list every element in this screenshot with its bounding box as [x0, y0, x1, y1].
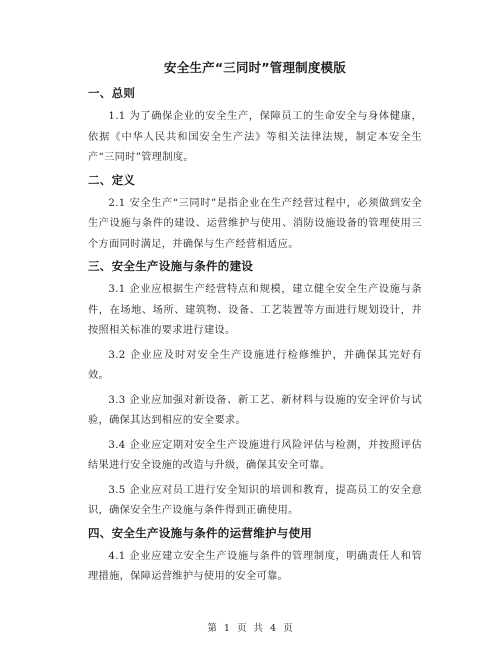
section-heading: 二、定义 — [88, 172, 136, 187]
page-number: 第 1 页 共 4 页 — [207, 623, 295, 634]
section-heading: 四、安全生产设施与条件的运营维护与使用 — [88, 525, 313, 540]
paragraph: 1.1 为了确保企业的安全生产，保障员工的生命安全与身体健康，依据《中华人民共和国安全生产法》等相关法律法规，制定本安全生产“三同时”管理制度。 — [88, 111, 422, 163]
page-footer — [0, 620, 502, 634]
section-definition — [88, 173, 422, 256]
section-construction — [88, 259, 422, 522]
paragraph: 3.5 企业应对员工进行安全知识的培训和教育，提高员工的安全意识，确保安全生产设施与条件得到正确使用。 — [88, 484, 422, 516]
paragraph: 3.2 企业应及时对安全生产设施进行检修维护，并确保其完好有效。 — [88, 349, 422, 381]
paragraph: 2.1 安全生产“三同时”是指企业在生产经营过程中，必须做到安全生产设施与条件的建设、运营维护与使用、消防设施设备的管理使用三个方面同时满足，并确保与生产经营相适应。 — [88, 197, 422, 250]
document-body — [88, 60, 422, 592]
paragraph: 4.1 企业应建立安全生产设施与条件的管理制度，明确责任人和管理措施，保障运营维护与使用的安全可靠。 — [88, 550, 422, 582]
section-general — [88, 86, 422, 169]
document-title: 安全生产“三同时”管理制度模版 — [164, 60, 346, 75]
paragraph: 3.3 企业应加强对新设备、新工艺、新材料与设施的安全评价与试验，确保其达到相应的安全要求。 — [88, 394, 422, 426]
section-heading: 一、总则 — [88, 86, 136, 100]
paragraph: 3.1 企业应根据生产经营特点和规模，建立健全安全生产设施与条件，在场地、场所、建筑物、设备、工艺装置等方面进行规划设计，并按照相关标准的要求进行建设。 — [88, 284, 422, 336]
section-operation — [88, 526, 422, 588]
section-heading: 三、安全生产设施与条件的建设 — [88, 259, 254, 273]
paragraph: 3.4 企业应定期对安全生产设施进行风险评估与检测，并按照评估结果进行安全设施的改造与升级，确保其安全可靠。 — [88, 439, 422, 471]
